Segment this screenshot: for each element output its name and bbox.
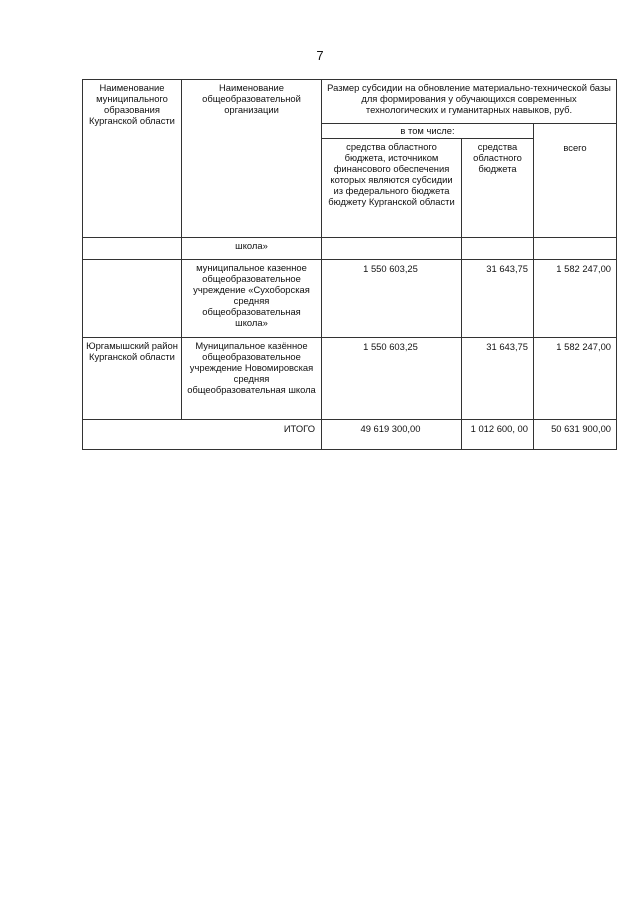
summary-row	[83, 420, 617, 450]
header-federal-source: средства областного бюджета, источником финансового обеспечения которых являются субсидии из федерального бюджета бюджету Курганской области	[322, 139, 462, 238]
cell-organization: Муниципальное казённое общеобразовательное учреждение Новомировская средняя общеобразовательная школа	[182, 338, 322, 420]
cell-regional: 31 643,75	[462, 338, 534, 420]
cell-organization: школа»	[182, 238, 322, 260]
table-row	[83, 338, 617, 420]
header-regional: средства областного бюджета	[462, 139, 534, 238]
header-organization: Наименование общеобразовательной организации	[182, 80, 322, 238]
header-subsidy: Размер субсидии на обновление материально-технической базы для формирования у обучающихся современных технологических и гуманитарных навыков, руб.	[322, 80, 617, 124]
cell-municipality	[83, 260, 182, 338]
summary-federal-source: 49 619 300,00	[322, 420, 462, 450]
header-including: в том числе:	[322, 124, 534, 139]
subsidy-table	[82, 79, 617, 450]
page-number: 7	[316, 48, 324, 63]
cell-total	[534, 238, 617, 260]
summary-label: ИТОГО	[83, 420, 322, 450]
cell-total: 1 582 247,00	[534, 338, 617, 420]
cell-total: 1 582 247,00	[534, 260, 617, 338]
summary-regional: 1 012 600, 00	[462, 420, 534, 450]
header-row-1	[83, 80, 617, 124]
cell-municipality: Юргамышский район Курганской области	[83, 338, 182, 420]
header-municipality: Наименование муниципального образования Курганской области	[83, 80, 182, 238]
cell-federal-source: 1 550 603,25	[322, 260, 462, 338]
header-total: всего	[534, 124, 617, 238]
cell-federal-source	[322, 238, 462, 260]
cell-organization: муниципальное казенное общеобразовательное учреждение «Сухоборская средняя общеобразовательная школа»	[182, 260, 322, 338]
cell-federal-source: 1 550 603,25	[322, 338, 462, 420]
cell-municipality	[83, 238, 182, 260]
cell-regional: 31 643,75	[462, 260, 534, 338]
table-row	[83, 238, 617, 260]
summary-total: 50 631 900,00	[534, 420, 617, 450]
table-row	[83, 260, 617, 338]
cell-regional	[462, 238, 534, 260]
